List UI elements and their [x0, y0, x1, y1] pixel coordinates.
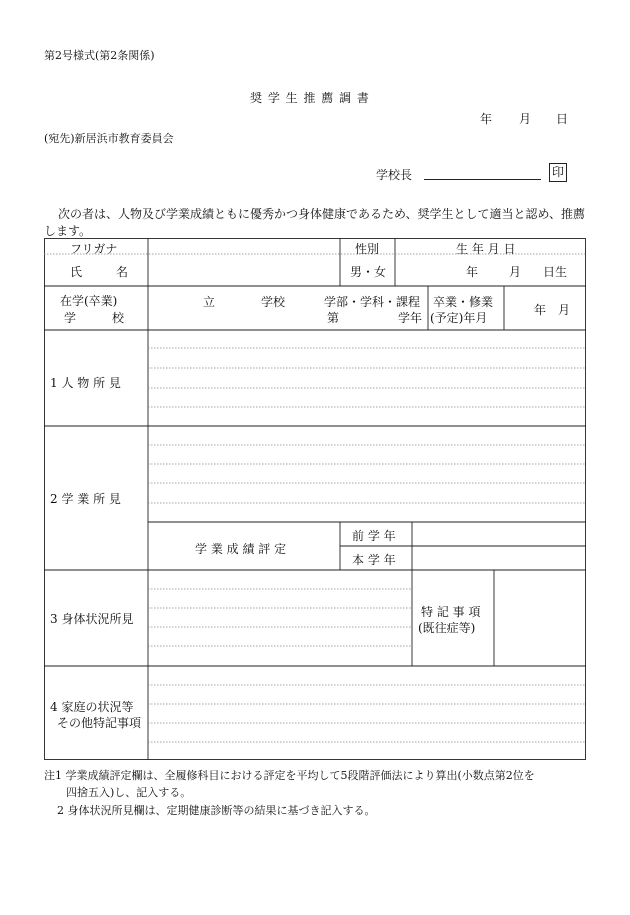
seal-box: 印 — [549, 163, 567, 182]
birth-year-label: 年 — [466, 265, 479, 279]
graduation-year-label: 年 — [534, 303, 547, 317]
form-number: 第2号様式(第2条関係) — [44, 49, 155, 62]
date-day-label: 日 — [556, 112, 569, 126]
character-observation-field[interactable] — [149, 331, 585, 425]
graduation-label-bottom: (予定)年月 — [430, 311, 488, 325]
prev-year-label: 前 学 年 — [352, 529, 396, 543]
date-year-label: 年 — [480, 112, 493, 126]
school-grade: 学年 — [398, 311, 423, 325]
name-field[interactable] — [149, 256, 339, 284]
special-notes-field[interactable] — [495, 571, 585, 665]
section-other-label: その他特記事項 — [57, 716, 142, 730]
furigana-field[interactable] — [149, 239, 339, 254]
date-month-label: 月 — [519, 112, 532, 126]
school-ritsu: 立 — [203, 295, 216, 309]
school-faculty: 学部・学科・課程 — [324, 295, 421, 309]
graduation-label-top: 卒業・修業 — [433, 295, 494, 309]
principal-label: 学校長 — [376, 168, 413, 182]
birth-month-label: 月 — [509, 265, 522, 279]
birth-header: 生 年 月 日 — [456, 242, 516, 256]
gender-options[interactable]: 男・女 — [350, 265, 387, 279]
note-2: 2 身体状況所見欄は、定期健康診断等の結果に基づき記入する。 — [57, 804, 376, 817]
gender-header: 性別 — [355, 242, 380, 256]
family-situation-field[interactable] — [149, 667, 585, 759]
school-gakkou: 学校 — [261, 295, 286, 309]
grade-evaluation-label: 学 業 成 績 評 定 — [195, 542, 287, 556]
furigana-label: フリガナ — [70, 242, 118, 256]
this-year-grade-field[interactable] — [413, 547, 585, 569]
intro-line-2: します。 — [44, 224, 92, 238]
medical-history-label: (既往症等) — [418, 621, 476, 635]
school-dai: 第 — [327, 311, 340, 325]
academic-observation-field[interactable] — [149, 427, 585, 521]
intro-line-1: 次の者は、人物及び学業成績ともに優秀かつ身体健康であるため、奨学生として適当と認め、推薦 — [58, 207, 586, 221]
school-label-top: 在学(卒業) — [60, 294, 118, 308]
this-year-label: 本 学 年 — [352, 553, 396, 567]
special-notes-label: 特 記 事 項 — [421, 605, 481, 619]
section-physical-label: 3 身体状況所見 — [50, 612, 134, 626]
graduation-month-label: 月 — [558, 303, 571, 317]
birth-day-label: 日生 — [543, 265, 568, 279]
school-label-kou: 校 — [112, 311, 125, 325]
name-label-left: 氏 — [70, 265, 83, 279]
physical-observation-field[interactable] — [149, 571, 411, 665]
addressee: (宛先)新居浜市教育委員会 — [44, 132, 174, 145]
section-character-label: 1 人 物 所 見 — [50, 376, 121, 390]
section-academic-label: 2 学 業 所 見 — [50, 492, 121, 506]
note-1-line-1: 注1 学業成績評定欄は、全履修科目における評定を平均して5段階評価法により算出(小数点第2位を — [44, 769, 535, 782]
name-label-right: 名 — [116, 265, 129, 279]
note-1-line-2: 四捨五入)し、記入する。 — [66, 786, 192, 799]
prev-year-grade-field[interactable] — [413, 523, 585, 545]
principal-signature-line[interactable] — [424, 179, 541, 180]
document-title: 奨 学 生 推 薦 調 書 — [250, 91, 370, 105]
school-label-gaku: 学 — [64, 311, 77, 325]
section-family-label: 4 家庭の状況等 — [50, 700, 134, 714]
